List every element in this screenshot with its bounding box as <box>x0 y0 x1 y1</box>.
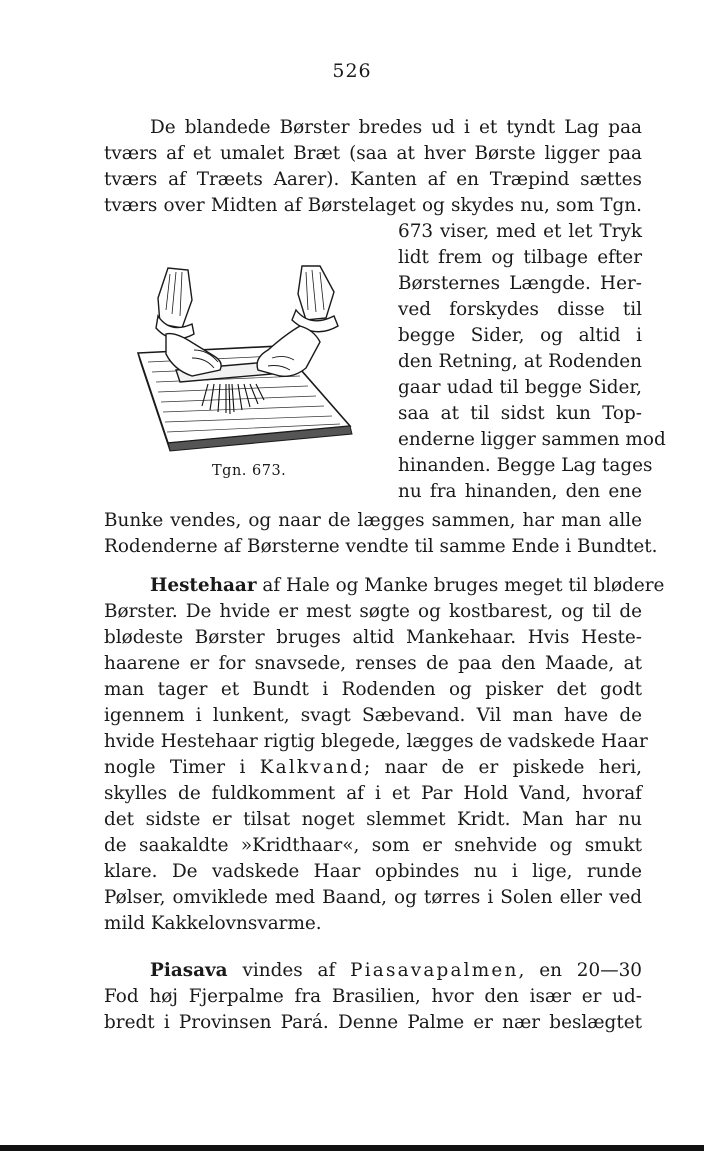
text-line: tværs af Træets Aarer). Kanten af en Træpind sættes <box>104 169 642 190</box>
term-piasava: Piasava <box>150 960 228 981</box>
figure-illustration <box>130 258 365 453</box>
text-line <box>150 958 642 984</box>
text-line: saa at til sidst kun Top- <box>398 403 642 424</box>
spaced-term-piasavapalmen: Piasavapalmen <box>350 960 519 981</box>
text-line: skylles de fuldkomment af i et Par Hold Vand, hvoraf <box>104 783 642 804</box>
text-line: Fod høj Fjerpalme fra Brasilien, hvor den især er ud- <box>104 986 642 1007</box>
figure-caption: Tgn. 673. <box>212 463 287 479</box>
page-number: 526 <box>332 60 372 82</box>
text-segment: ; naar de er piskede heri, <box>364 757 643 778</box>
text-line <box>150 573 665 599</box>
text-segment: nogle Timer i <box>104 757 260 778</box>
text-line: bredt i Provinsen Pará. Denne Palme er nær beslægtet <box>104 1012 642 1033</box>
text-line: de saakaldte »Kridthaar«, som er snehvide og smukt <box>104 835 642 856</box>
text-line: igennem i lunkent, svagt Sæbevand. Vil man have de <box>104 705 642 726</box>
text-line: tværs over Midten af Børstelaget og skydes nu, som Tgn. <box>104 195 642 216</box>
text-line: enderne ligger sammen mod <box>398 429 666 450</box>
text-line: Rodenderne af Børsterne vendte til samme Ende i Bundtet. <box>104 536 658 557</box>
text-line: Bunke vendes, og naar de lægges sammen, har man alle <box>104 510 642 531</box>
text-line: haarene er for snavsede, renses de paa den Maade, at <box>104 653 642 674</box>
text-line: mild Kakkelovnsvarme. <box>104 913 322 934</box>
text-line: lidt frem og tilbage efter <box>398 247 642 268</box>
text-line: klare. De vadskede Haar opbindes nu i lige, runde <box>104 861 642 882</box>
text-segment: af Hale og Manke bruges meget til blødere <box>256 575 665 596</box>
text-line: det sidste er tilsat noget slemmet Kridt. Man har nu <box>104 809 642 830</box>
text-line: Børster. De hvide er mest søgte og kostbarest, og til de <box>104 601 642 622</box>
text-line: ved forskydes disse til <box>398 299 642 320</box>
text-line: man tager et Bundt i Rodenden og pisker det godt <box>104 679 642 700</box>
text-segment: vindes af <box>227 960 351 981</box>
text-line: begge Sider, og altid i <box>398 325 642 346</box>
text-line: tværs af et umalet Bræt (saa at hver Børste ligger paa <box>104 143 642 164</box>
text-line: hvide Hestehaar rigtig blegede, lægges de vadskede Haar <box>104 731 648 752</box>
text-line: nu fra hinanden, den ene <box>398 481 642 502</box>
text-line: den Retning, at Rodenden <box>398 351 642 372</box>
text-line: Pølser, omviklede med Baand, og tørres i Solen eller ved <box>104 887 642 908</box>
text-line <box>104 755 642 781</box>
text-line: 673 viser, med et let Tryk <box>398 221 642 242</box>
scan-bottom-edge <box>0 1145 704 1151</box>
text-line: De blandede Børster bredes ud i et tyndt Lag paa <box>150 117 642 138</box>
text-line: blødeste Børster bruges altid Mankehaar. Hvis Heste- <box>104 627 642 648</box>
text-segment: , en 20—30 <box>518 960 642 981</box>
spaced-term-kalkvand: Kalkvand <box>259 757 365 778</box>
text-line: Børsternes Længde. Her- <box>398 273 642 294</box>
text-line: gaar udad til begge Sider, <box>398 377 642 398</box>
text-line: hinanden. Begge Lag tages <box>398 455 653 476</box>
term-hestehaar: Hestehaar <box>150 575 257 596</box>
